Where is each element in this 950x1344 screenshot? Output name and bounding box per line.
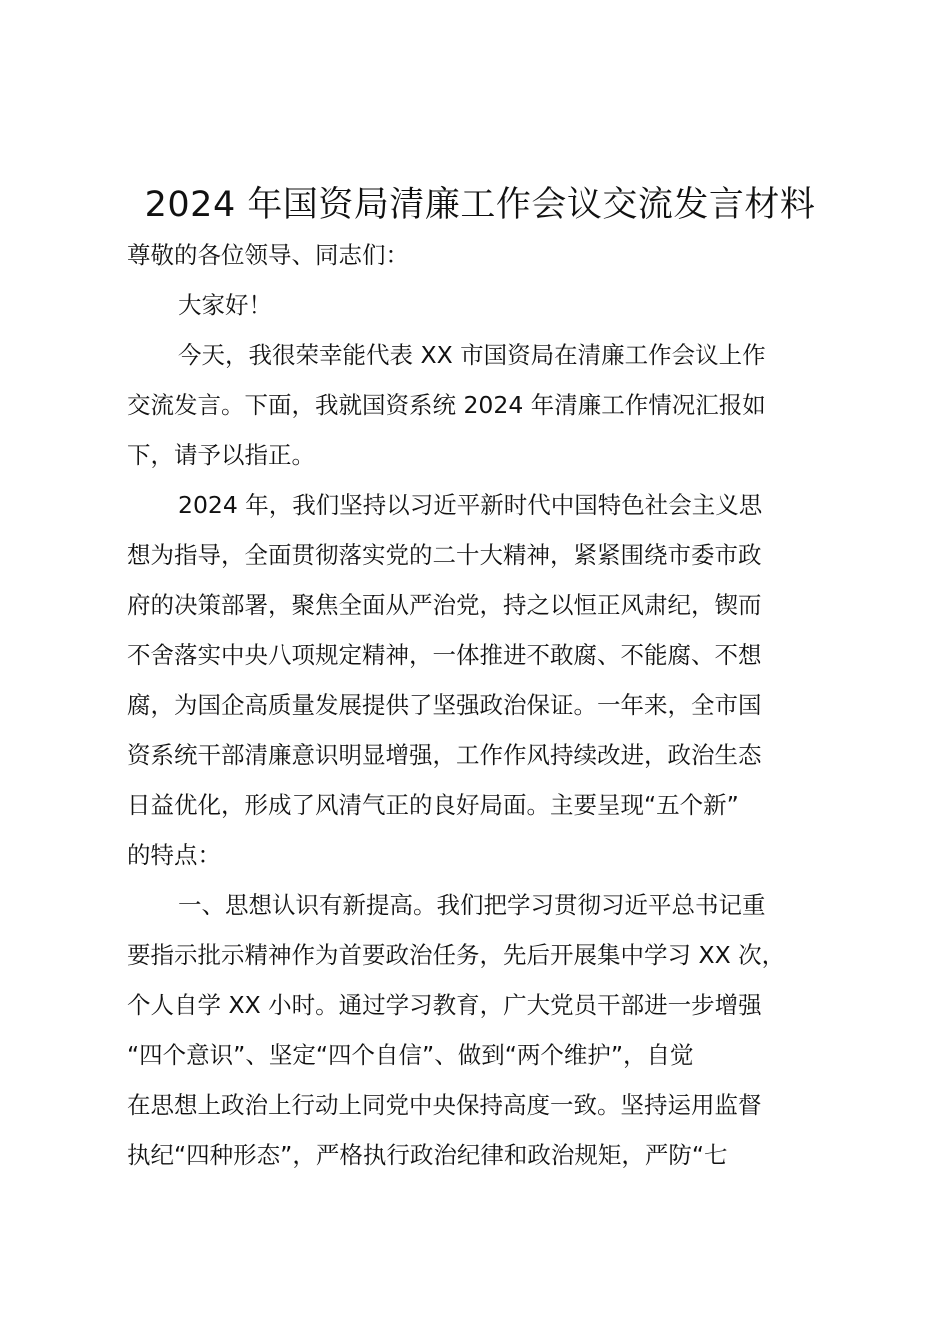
- body-line: 2024 年，我们坚持以习近平新时代中国特色社会主义思: [178, 491, 763, 519]
- body-line: 一、思想认识有新提高。我们把学习贯彻习近平总书记重: [178, 891, 766, 919]
- body-line: 交流发言。下面，我就国资系统 2024 年清廉工作情况汇报如: [127, 391, 766, 419]
- body-line: “四个意识”、坚定“四个自信”、做到“两个维护”，自觉: [127, 1041, 694, 1069]
- document-body: [127, 230, 837, 1180]
- body-line: 要指示批示精神作为首要政治任务，先后开展集中学习 XX 次，: [127, 941, 786, 969]
- greeting-line: 大家好！: [178, 291, 272, 319]
- body-line: 腐，为国企高质量发展提供了坚强政治保证。一年来，全市国: [127, 691, 762, 719]
- body-line: 今天，我很荣幸能代表 XX 市国资局在清廉工作会议上作: [178, 341, 766, 369]
- body-line: 下，请予以指正。: [127, 441, 315, 469]
- body-line: 日益优化，形成了风清气正的良好局面。主要呈现“五个新”: [127, 791, 739, 819]
- body-line: 府的决策部署，聚焦全面从严治党，持之以恒正风肃纪，锲而: [127, 591, 762, 619]
- body-line: 的特点：: [127, 841, 221, 869]
- body-line: 想为指导，全面贯彻落实党的二十大精神，紧紧围绕市委市政: [127, 541, 762, 569]
- body-line: 在思想上政治上行动上同党中央保持高度一致。坚持运用监督: [127, 1091, 762, 1119]
- body-line: 个人自学 XX 小时。通过学习教育，广大党员干部进一步增强: [127, 991, 762, 1019]
- document-title: 2024 年国资局清廉工作会议交流发言材料: [144, 185, 816, 225]
- body-line: 执纪“四种形态”，严格执行政治纪律和政治规矩，严防“七: [127, 1141, 728, 1169]
- salutation-line: 尊敬的各位领导、同志们：: [127, 241, 409, 269]
- body-line: 资系统干部清廉意识明显增强，工作作风持续改进，政治生态: [127, 741, 762, 769]
- body-line: 不舍落实中央八项规定精神，一体推进不敢腐、不能腐、不想: [127, 641, 762, 669]
